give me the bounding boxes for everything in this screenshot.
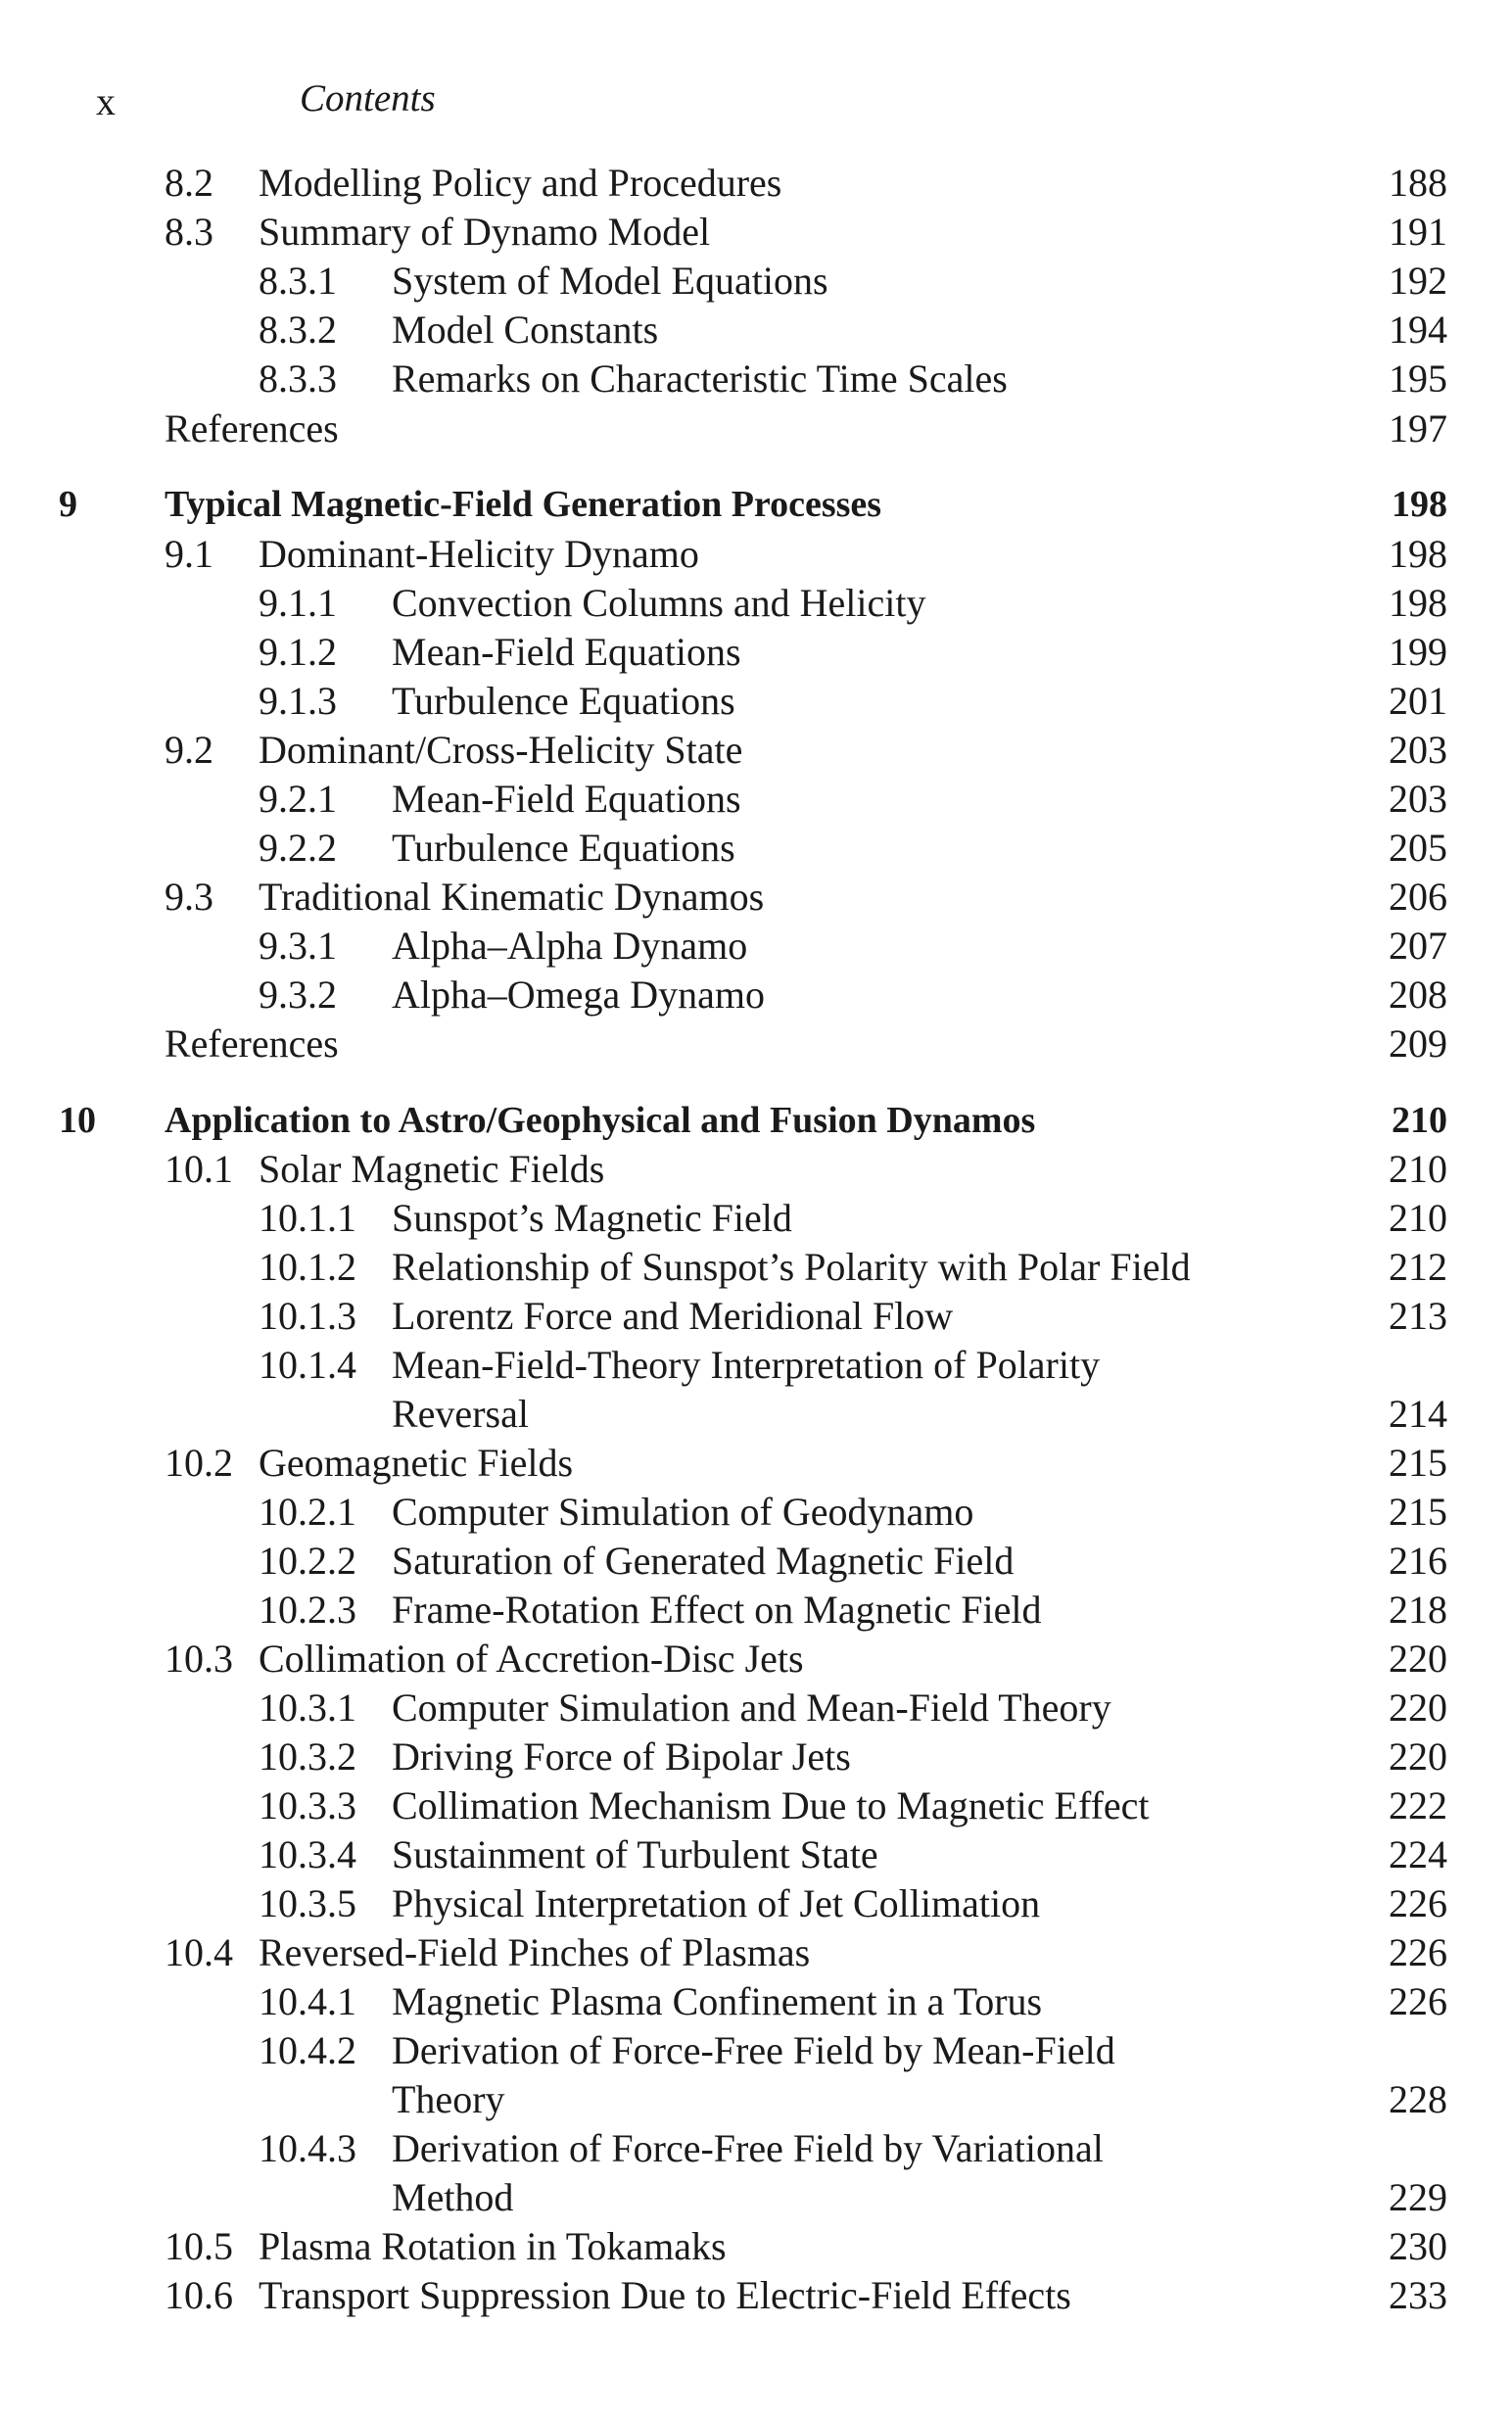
entry-number: 10.1.3	[259, 1294, 356, 1338]
toc-entry-10-3-1[interactable]	[0, 1684, 1512, 1733]
toc-entry-9-1-3[interactable]	[0, 677, 1512, 726]
running-title: Contents	[300, 77, 436, 119]
entry-number: 10	[59, 1100, 96, 1141]
entry-title: Plasma Rotation in Tokamaks	[259, 2224, 727, 2268]
entry-page-number: 226	[1389, 1881, 1447, 1925]
toc-entry-8-3-1[interactable]	[0, 257, 1512, 306]
entry-title: Sunspot’s Magnetic Field	[392, 1196, 792, 1240]
entry-number: 10.3.3	[259, 1783, 356, 1828]
entry-page-number: 199	[1389, 630, 1447, 674]
entry-page-number: 206	[1389, 875, 1447, 919]
entry-page-number: 218	[1389, 1588, 1447, 1632]
toc-entry-10-5[interactable]	[0, 2222, 1512, 2271]
entry-page-number: 203	[1389, 777, 1447, 821]
entry-number: 10.5	[165, 2224, 233, 2268]
toc-entry-8-2[interactable]	[0, 159, 1512, 208]
toc-entry-9-3-2[interactable]	[0, 971, 1512, 1020]
entry-title: Frame-Rotation Effect on Magnetic Field	[392, 1588, 1042, 1632]
entry-number: 8.3.2	[259, 308, 337, 352]
entry-page-number: 229	[1389, 2175, 1447, 2219]
entry-number: 10.2.1	[259, 1490, 356, 1534]
entry-title: References	[165, 1021, 339, 1066]
toc-entry-8-3-3[interactable]	[0, 355, 1512, 404]
entry-page-number: 230	[1389, 2224, 1447, 2268]
entry-number: 10.4	[165, 1930, 233, 1974]
entry-page-number: 212	[1389, 1245, 1447, 1289]
toc-entry-10-4-3[interactable]	[0, 2124, 1512, 2173]
entry-title: Reversed-Field Pinches of Plasmas	[259, 1930, 811, 1974]
entry-title: Computer Simulation of Geodynamo	[392, 1490, 974, 1534]
entry-page-number: 220	[1389, 1637, 1447, 1681]
entry-page-number: 209	[1389, 1021, 1447, 1066]
toc-entry-10-3-3[interactable]	[0, 1781, 1512, 1830]
entry-page-number: 226	[1389, 1930, 1447, 1974]
entry-number: 10.3.1	[259, 1685, 356, 1730]
toc-entry-10-3-2[interactable]	[0, 1733, 1512, 1781]
toc-entry-10-2-3[interactable]	[0, 1586, 1512, 1635]
entry-title: Modelling Policy and Procedures	[259, 161, 782, 205]
entry-number: 10.1.4	[259, 1343, 356, 1387]
entry-page-number: 208	[1389, 973, 1447, 1017]
toc-entry-10-1-3[interactable]	[0, 1292, 1512, 1341]
entry-title: Convection Columns and Helicity	[392, 581, 926, 625]
entry-title: Method	[392, 2175, 514, 2219]
toc-entry-10-2-1[interactable]	[0, 1488, 1512, 1537]
entry-title: System of Model Equations	[392, 259, 828, 303]
entry-title: Turbulence Equations	[392, 826, 735, 870]
entry-title: Mean-Field-Theory Interpretation of Polarity	[392, 1343, 1101, 1387]
entry-page-number: 220	[1389, 1734, 1447, 1779]
entry-number: 9.1	[165, 532, 213, 576]
toc-entry-10-3[interactable]	[0, 1635, 1512, 1684]
entry-number: 10.3.4	[259, 1832, 356, 1876]
entry-page-number: 222	[1389, 1783, 1447, 1828]
entry-number: 10.4.3	[259, 2126, 356, 2170]
entry-number: 10.4.2	[259, 2028, 356, 2072]
entry-number: 10.6	[165, 2273, 233, 2317]
entry-number: 9	[59, 484, 77, 525]
entry-page-number: 203	[1389, 728, 1447, 772]
entry-number: 8.2	[165, 161, 213, 205]
entry-title: Transport Suppression Due to Electric-Field Effects	[259, 2273, 1071, 2317]
entry-number: 8.3.3	[259, 356, 337, 401]
entry-title: Dominant/Cross-Helicity State	[259, 728, 743, 772]
entry-number: 8.3	[165, 210, 213, 254]
entry-title: Driving Force of Bipolar Jets	[392, 1734, 851, 1779]
chapter-10[interactable]	[0, 1096, 1512, 1145]
entry-title: Computer Simulation and Mean-Field Theory	[392, 1685, 1111, 1730]
entry-page-number: 213	[1389, 1294, 1447, 1338]
entry-page-number: 210	[1389, 1196, 1447, 1240]
toc-entry-9-3[interactable]	[0, 873, 1512, 922]
entry-number: 10.1.1	[259, 1196, 356, 1240]
toc-entry-9-1-1[interactable]	[0, 579, 1512, 628]
entry-page-number: 220	[1389, 1685, 1447, 1730]
entry-number: 10.1	[165, 1147, 233, 1191]
entry-page-number: 216	[1389, 1539, 1447, 1583]
page-number: x	[96, 79, 116, 123]
toc-entry-10-4-1[interactable]	[0, 1977, 1512, 2026]
toc-entry-10-2-2[interactable]	[0, 1537, 1512, 1586]
entry-page-number: 201	[1389, 679, 1447, 723]
entry-continuation[interactable]	[0, 1390, 1512, 1439]
entry-page-number: 195	[1389, 356, 1447, 401]
toc-entry-9-2-2[interactable]	[0, 824, 1512, 873]
entry-number: 9.3	[165, 875, 213, 919]
entry-title: Saturation of Generated Magnetic Field	[392, 1539, 1015, 1583]
entry-continuation[interactable]	[0, 2075, 1512, 2124]
entry-title: Derivation of Force-Free Field by Mean-Field	[392, 2028, 1115, 2072]
entry-page-number: 194	[1389, 308, 1447, 352]
entry-number: 10.2.3	[259, 1588, 356, 1632]
entry-title: Alpha–Alpha Dynamo	[392, 924, 748, 968]
entry-page-number: 198	[1392, 484, 1447, 525]
entry-page-number: 188	[1389, 161, 1447, 205]
entry-title: Mean-Field Equations	[392, 777, 741, 821]
entry-title: Reversal	[392, 1392, 529, 1436]
entry-title: Model Constants	[392, 308, 659, 352]
entry-title: Derivation of Force-Free Field by Variational	[392, 2126, 1104, 2170]
entry-title: Theory	[392, 2077, 505, 2121]
toc-entry-9-2[interactable]	[0, 726, 1512, 775]
chapter-9[interactable]	[0, 480, 1512, 529]
entry-title: Alpha–Omega Dynamo	[392, 973, 766, 1017]
toc-entry-8-3[interactable]	[0, 208, 1512, 257]
toc-entry-9-1[interactable]	[0, 530, 1512, 579]
references[interactable]	[0, 1020, 1512, 1068]
toc-entry-9-1-2[interactable]	[0, 628, 1512, 677]
entry-title: Collimation Mechanism Due to Magnetic Effect	[392, 1783, 1150, 1828]
entry-number: 10.3.5	[259, 1881, 356, 1925]
toc-entry-10-6[interactable]	[0, 2271, 1512, 2320]
entry-page-number: 228	[1389, 2077, 1447, 2121]
entry-number: 9.2	[165, 728, 213, 772]
entry-page-number: 198	[1389, 581, 1447, 625]
toc-entry-10-3-4[interactable]	[0, 1830, 1512, 1879]
toc-entry-10-1-1[interactable]	[0, 1194, 1512, 1243]
entry-number: 10.3	[165, 1637, 233, 1681]
entry-page-number: 215	[1389, 1490, 1447, 1534]
toc-entry-10-1-4[interactable]	[0, 1341, 1512, 1390]
entry-number: 9.3.2	[259, 973, 337, 1017]
entry-page-number: 233	[1389, 2273, 1447, 2317]
entry-number: 9.2.2	[259, 826, 337, 870]
entry-page-number: 210	[1389, 1147, 1447, 1191]
entry-title: Physical Interpretation of Jet Collimation	[392, 1881, 1041, 1925]
entry-number: 10.3.2	[259, 1734, 356, 1779]
entry-title: Lorentz Force and Meridional Flow	[392, 1294, 954, 1338]
entry-title: Dominant-Helicity Dynamo	[259, 532, 699, 576]
entry-title: Summary of Dynamo Model	[259, 210, 711, 254]
entry-number: 9.1.3	[259, 679, 337, 723]
entry-title: References	[165, 406, 339, 451]
entry-page-number: 197	[1389, 406, 1447, 451]
entry-number: 10.2.2	[259, 1539, 356, 1583]
entry-title: Collimation of Accretion-Disc Jets	[259, 1637, 804, 1681]
entry-title: Application to Astro/Geophysical and Fusion Dynamos	[165, 1100, 1036, 1141]
toc-entry-10-4[interactable]	[0, 1928, 1512, 1977]
entry-title: Remarks on Characteristic Time Scales	[392, 356, 1008, 401]
references[interactable]	[0, 404, 1512, 453]
entry-page-number: 191	[1389, 210, 1447, 254]
entry-title: Typical Magnetic-Field Generation Processes	[165, 484, 882, 525]
toc-entry-9-3-1[interactable]	[0, 922, 1512, 971]
entry-number: 9.1.1	[259, 581, 337, 625]
entry-page-number: 198	[1389, 532, 1447, 576]
entry-number: 10.1.2	[259, 1245, 356, 1289]
toc-entry-10-1[interactable]	[0, 1145, 1512, 1194]
toc-entry-8-3-2[interactable]	[0, 306, 1512, 355]
entry-number: 10.2	[165, 1441, 233, 1485]
toc-entry-10-2[interactable]	[0, 1439, 1512, 1488]
entry-number: 9.2.1	[259, 777, 337, 821]
toc-entry-10-3-5[interactable]	[0, 1879, 1512, 1928]
entry-title: Turbulence Equations	[392, 679, 735, 723]
entry-title: Geomagnetic Fields	[259, 1441, 574, 1485]
entry-number: 9.3.1	[259, 924, 337, 968]
entry-continuation[interactable]	[0, 2173, 1512, 2222]
entry-title: Mean-Field Equations	[392, 630, 741, 674]
entry-title: Solar Magnetic Fields	[259, 1147, 605, 1191]
entry-page-number: 210	[1392, 1100, 1447, 1141]
entry-title: Magnetic Plasma Confinement in a Torus	[392, 1979, 1043, 2023]
entry-page-number: 214	[1389, 1392, 1447, 1436]
entry-title: Sustainment of Turbulent State	[392, 1832, 878, 1876]
toc-entry-10-4-2[interactable]	[0, 2026, 1512, 2075]
toc-entry-10-1-2[interactable]	[0, 1243, 1512, 1292]
entry-number: 9.1.2	[259, 630, 337, 674]
entry-page-number: 192	[1389, 259, 1447, 303]
entry-page-number: 215	[1389, 1441, 1447, 1485]
entry-page-number: 224	[1389, 1832, 1447, 1876]
entry-title: Relationship of Sunspot’s Polarity with Polar Field	[392, 1245, 1191, 1289]
entry-page-number: 226	[1389, 1979, 1447, 2023]
entry-page-number: 205	[1389, 826, 1447, 870]
entry-number: 10.4.1	[259, 1979, 356, 2023]
toc-entry-9-2-1[interactable]	[0, 775, 1512, 824]
entry-number: 8.3.1	[259, 259, 337, 303]
entry-title: Traditional Kinematic Dynamos	[259, 875, 765, 919]
entry-page-number: 207	[1389, 924, 1447, 968]
